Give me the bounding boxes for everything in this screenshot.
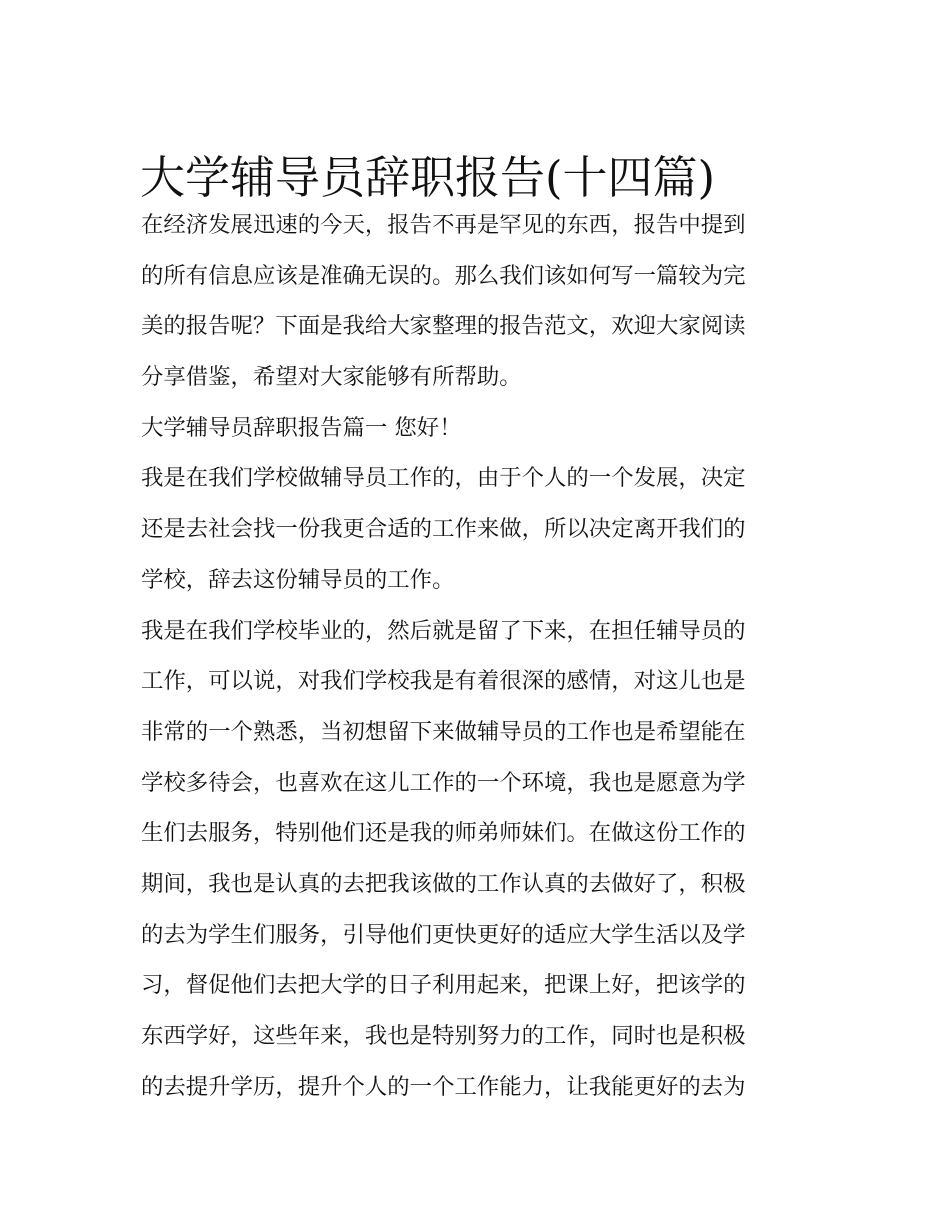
body-line: 期间，我也是认真的去把我该做的工作认真的去做好了，积极 [141, 870, 746, 897]
body-line: 生们去服务，特别他们还是我的师弟师妹们。在做这份工作的 [141, 820, 746, 847]
body-line: 美的报告呢？下面是我给大家整理的报告范文，欢迎大家阅读 [141, 313, 746, 340]
body-line: 的去提升学历，提升个人的一个工作能力，让我能更好的去为 [141, 1073, 746, 1100]
body-line: 的所有信息应该是准确无误的。那么我们该如何写一篇较为完 [141, 262, 746, 289]
body-line: 非常的一个熟悉，当初想留下来做辅导员的工作也是希望能在 [141, 718, 746, 745]
document-title: 大学辅导员辞职报告(十四篇) [140, 151, 716, 205]
body-line: 在经济发展迅速的今天，报告不再是罕见的东西，报告中提到 [141, 212, 746, 238]
body-line: 东西学好，这些年来，我也是特别努力的工作，同时也是积极 [141, 1023, 746, 1049]
body-line: 学校，辞去这份辅导员的工作。 [141, 566, 455, 593]
body-line: 还是去社会找一份我更合适的工作来做，所以决定离开我们的 [141, 516, 746, 543]
body-line: 的去为学生们服务，引导他们更快更好的适应大学生活以及学 [141, 921, 746, 948]
body-line: 工作，可以说，对我们学校我是有着很深的感情，对这儿也是 [141, 668, 746, 695]
section-heading: 大学辅导员辞职报告篇一 您好！ [141, 414, 462, 441]
body-line: 我是在我们学校毕业的，然后就是留了下来，在担任辅导员的 [141, 617, 746, 644]
body-line: 分享借鉴，希望对大家能够有所帮助。 [141, 364, 522, 391]
body-line: 习，督促他们去把大学的日子利用起来，把课上好，把该学的 [141, 972, 746, 999]
document-body [141, 200, 813, 1112]
body-line: 我是在我们学校做辅导员工作的，由于个人的一个发展，决定 [141, 465, 746, 492]
body-line: 学校多待会，也喜欢在这儿工作的一个环境，我也是愿意为学 [141, 769, 746, 796]
